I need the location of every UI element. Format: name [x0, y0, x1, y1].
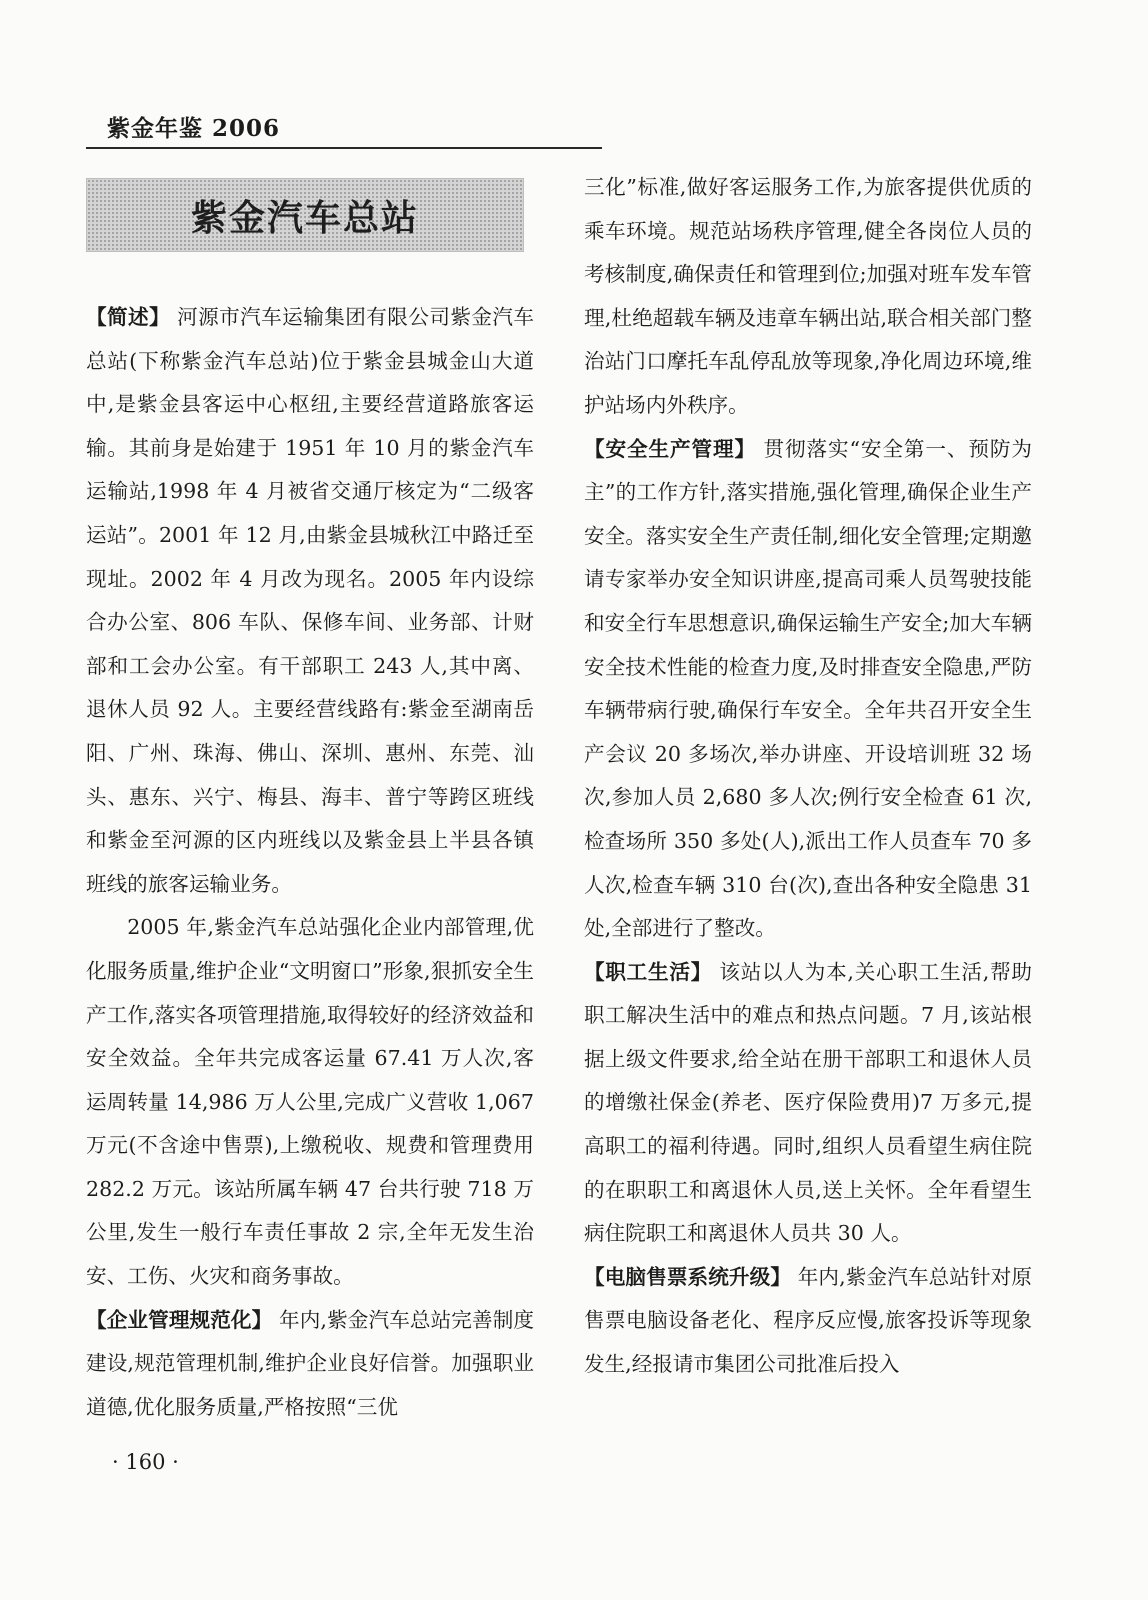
section-ticketing: [584, 1256, 1032, 1387]
section-text: 年内,紫金汽车总站完善制度建设,规范管理机制,维护企业良好信誉。加强职业道德,优化服务质量,严格按照“三优: [86, 1307, 535, 1419]
header-rule: [86, 147, 602, 149]
page-number: · 160 ·: [112, 1450, 179, 1474]
section-text: 贯彻落实“安全第一、预防为主”的工作方针,落实措施,强化管理,确保企业生产安全。落实安全生产责任制,细化安全管理;定期邀请专家举办安全知识讲座,提高司乘人员驾驶技能和安全行车思想意识,确保运输生产安全;加大车辆安全技术性能的检查力度,及时排查安全隐患,严防车辆带病行驶,确保行车安全。全年共召开安全生产会议 20 多场次,举办讲座、开设培训班 32 场次,参加人员 2,680 多人次;例行安全检查 61 次,检查场所 350 多处(人),派出工作人员查车 70 多人次,检查车辆 310 台(次),查出各种安全隐患 31 处,全部进行了整改。: [584, 436, 1033, 941]
section-text: 该站以人为本,关心职工生活,帮助职工解决生活中的难点和热点问题。7 月,该站根据上级文件要求,给全站在册干部职工和退休人员的增缴社保金(养老、医疗保险费用)7 万多元,提高职工的福利待遇。同时,组织人员看望生病住院的在职职工和离退休人员,送上关怀。全年看望生病住院职工和离退休人员共 30 人。: [584, 959, 1033, 1246]
section-text: 年内,紫金汽车总站针对原售票电脑设备老化、程序反应慢,旅客投诉等现象发生,经报请市集团公司批准后投入: [584, 1264, 1033, 1377]
section-text: 三化”标准,做好客运服务工作,为旅客提供优质的乘车环境。规范站场秩序管理,健全各岗位人员的考核制度,确保责任和管理到位;加强对班车发车管理,杜绝超载车辆及违章车辆出站,联合相关部门整治站门口摩托车乱停乱放等现象,净化周边环境,维护站场内外秩序。: [584, 175, 1032, 417]
section-summary: [86, 906, 534, 1298]
section-heading: 【电脑售票系统升级】: [584, 1264, 792, 1289]
section-text: 2005 年,紫金汽车总站强化企业内部管理,优化服务质量,维护企业“文明窗口”形象,狠抓安全生产工作,落实各项管理措施,取得较好的经济效益和安全效益。全年共完成客运量 67.41 万人次,客运周转量 14,986 万人公里,完成广义营收 1,067 万元(不含途中售票),上缴税收、规费和管理费用 282.2 万元。该站所属车辆 47 台共行驶 718 万公里,发生一般行车责任事故 2 宗,全年无发生治安、工伤、火灾和商务事故。: [86, 915, 534, 1289]
section-heading: 【安全生产管理】: [584, 436, 757, 461]
section-heading: 【企业管理规范化】: [86, 1307, 273, 1332]
section-heading: 【简述】: [86, 305, 171, 329]
section-overview: [86, 296, 534, 906]
section-management: [86, 1299, 534, 1430]
running-head: 紫金年鉴 2006: [107, 115, 281, 142]
article-title-banner: [86, 178, 524, 252]
section-staff-life: [584, 951, 1032, 1256]
section-safety: [584, 428, 1032, 951]
section-text: 河源市汽车运输集团有限公司紫金汽车总站(下称紫金汽车总站)位于紫金县城金山大道中,是紫金县客运中心枢纽,主要经营道路旅客运输。其前身是始建于 1951 年 10 月的紫金汽车运输站,1998 年 4 月被省交通厅核定为“二级客运站”。2001 年 12 月,由紫金县城秋江中路迁至现址。2002 年 4 月改为现名。2005 年内设综合办公室、806 车队、保修车间、业务部、计财部和工会办公室。有干部职工 243 人,其中离、退休人员 92 人。主要经营线路有:紫金至湖南岳阳、广州、珠海、佛山、深圳、惠州、东莞、汕头、惠东、兴宁、梅县、海丰、普宁等跨区班线和紫金至河源的区内班线以及紫金县上半县各镇班线的旅客运输业务。: [86, 305, 535, 896]
right-column: [584, 166, 1032, 1387]
section-heading: 【职工生活】: [584, 959, 713, 984]
left-column: [86, 296, 534, 1429]
section-management-continued: [584, 166, 1032, 428]
article-title: 紫金汽车总站: [190, 197, 419, 239]
